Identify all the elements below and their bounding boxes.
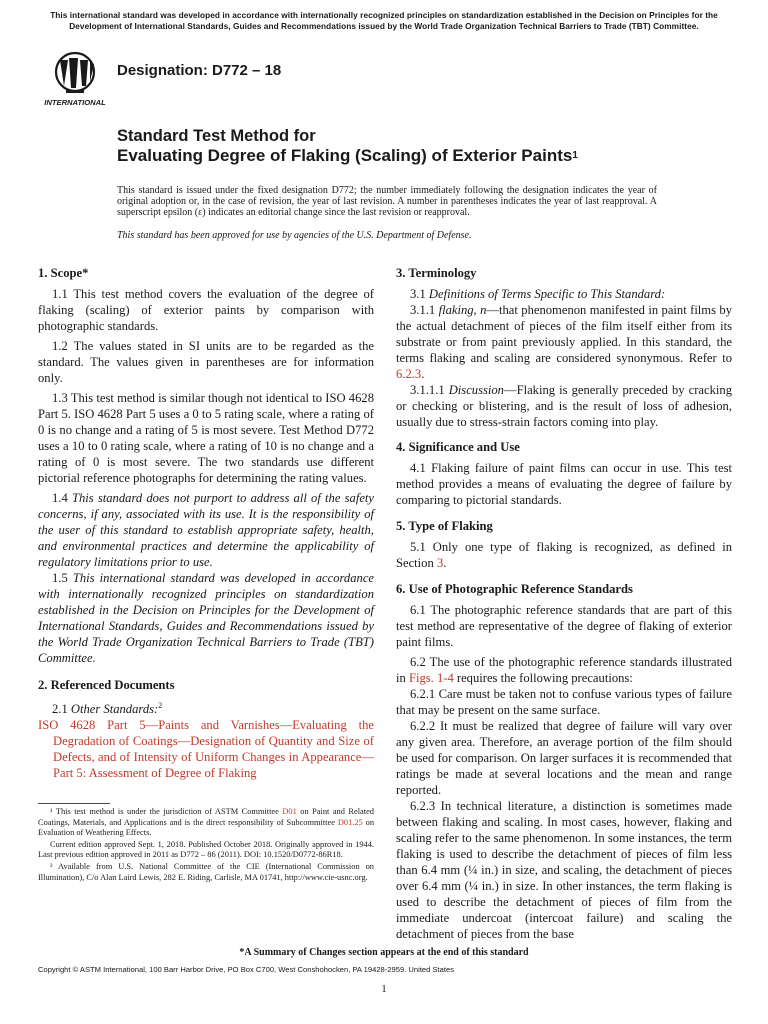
- photo-standards-heading: 6. Use of Photographic Reference Standards: [396, 582, 633, 596]
- para-3-1-1-1-text: —Flaking is generally preceded by cracking or checking or blistering, and is the result of loss of adhesion, usually due to stress-strain factors coming into play.: [396, 383, 733, 429]
- para-6-1: 6.1 The photographic reference standards that are part of this test method are representative of the degree of flaking of exterior paint films.: [396, 603, 732, 649]
- para-1-4-text: This standard does not purport to address all of the safety concerns, if any, associated with its use. It is the responsibility of the user of this standard to establish appropriate safety, health, and environmental practices and determine the applicability of regulatory limitations prior to use.: [38, 491, 374, 569]
- right-column: [396, 265, 732, 942]
- top-note: This international standard was developed in accordance with internationally recognized principles on standardization established in the Decision on Principles for the Development of International Standards, Guides and Recommendations issued by the World Trade Organization Technical Barriers to Trade (TBT) Committee.: [50, 10, 718, 31]
- para-3-1-1-num: 3.1.1: [410, 303, 439, 317]
- para-6-2-end: requires the following precautions:: [453, 671, 633, 685]
- para-6-2-text: 6.2 The use of the photographic reference standards illustrated in: [396, 655, 732, 685]
- link-6-2-3[interactable]: 6.2.3: [396, 367, 422, 381]
- approved-note: This standard has been approved for use by agencies of the U.S. Department of Defense.: [117, 230, 472, 241]
- para-1-5: [38, 570, 374, 666]
- designation: Designation: D772 – 18: [117, 62, 282, 79]
- link-section-3[interactable]: 3: [436, 556, 444, 570]
- para-5-1-text: 5.1 Only one type of flaking is recognized, as defined in Section: [396, 540, 732, 570]
- para-2-1-num: 2.1: [52, 702, 71, 717]
- para-4-1: 4.1 Flaking failure of paint films can occur in use. This test method provides a means of evaluating the degree of failure by comparing to pictorial standards.: [396, 461, 732, 507]
- summary-note: *A Summary of Changes section appears at the end of this standard: [239, 947, 529, 958]
- footnotes: [38, 807, 374, 884]
- footnote-1-text-c: on Evaluation of Weathering Effects.: [38, 817, 375, 838]
- iso-reference: [38, 717, 374, 781]
- title-line1: Standard Test Method for: [117, 127, 316, 145]
- para-3-1-text: Definitions of Terms Specific to This Standard:: [428, 287, 666, 301]
- title-line2: [117, 146, 578, 166]
- page-number: 1: [381, 983, 387, 995]
- para-3-1: [396, 286, 732, 302]
- para-1-4-num: 1.4: [52, 491, 72, 505]
- para-6-2-1: 6.2.1 Care must be taken not to confuse various types of failure that may be present on the same surface.: [396, 687, 732, 717]
- para-1-2: 1.2 The values stated in SI units are to be regarded as the standard. The values given in parentheses are for information only.: [38, 339, 374, 385]
- para-1-3: 1.3 This test method is similar though not identical to ISO 4628 Part 5. ISO 4628 Part 5 uses a 0 to 5 rating scale, where a rating of 0 is no change and a rating of 5 is most severe. Test Method D772 uses a 10 to 0 rating scale, where a rating of 10 is no change and a rating of 0 is most severe. The two standards use different pictorial reference photographs for determining the rating values.: [38, 391, 374, 485]
- term-discussion: Discussion: [448, 383, 504, 397]
- para-1-1: 1.1 This test method covers the evaluation of the degree of flaking (scaling) of exterior paints by comparison with photographic standards.: [38, 287, 374, 333]
- para-3-1-1: [396, 302, 732, 382]
- left-column: [38, 265, 374, 781]
- iso-link[interactable]: ISO 4628: [38, 718, 96, 733]
- footnote-2: ² Available from U.S. National Committee of the CIE (International Commission on Illumination), C/o Alan Laird Lewis, 282 E. Riding, Carlisle, MA 01741, http://www.cie-usnc.org.: [38, 861, 374, 882]
- para-2-1-text: Other Standards:: [70, 702, 159, 717]
- para-6-2-3: 6.2.3 In technical literature, a distinction is sometimes made between flaking and scaling. In most cases, however, flaking and scaling refer to the same phenomenon. In some instances, the term flaking is used to describe the detachment of pieces of film less than 6.4 mm (¼ in.) in size, and scaling, the detachment of pieces over 6.4 mm (¼ in.) in size. In other instances, the term flaking is used to describe the detachment of pieces of film from the immediate undercoat (intercoat failure) and scaling the detachment of pieces from the base: [396, 799, 732, 941]
- footnote-divider: [38, 803, 110, 804]
- para-1-5-num: 1.5: [52, 571, 73, 585]
- footnote-1-text-a: ¹ This test method is under the jurisdiction of ASTM Committee: [50, 807, 283, 816]
- para-2-1: [38, 698, 374, 717]
- footnote-1: [38, 807, 374, 839]
- footnote-1-text-b: on Paint and Related Coatings, Materials, and Applications and is the direct responsibility of Subcommittee: [38, 807, 374, 827]
- astm-logo: [38, 50, 112, 108]
- terminology-heading: 3. Terminology: [396, 266, 477, 280]
- copyright: Copyright © ASTM International, 100 Barr Harbor Drive, PO Box C700, West Conshohocken, PA 19428-2959. United States: [38, 965, 455, 974]
- para-5-1: [396, 539, 732, 571]
- issued-note: This standard is issued under the fixed designation D772; the number immediately following the designation indicates the year of original adoption or, in the case of revision, the year of last revision. A number in parentheses indicates the year of last reapproval. A superscript epsilon (ε) indicates an editorial change since the last revision or reapproval.: [117, 185, 657, 219]
- footnote-1-edition: Current edition approved Sept. 1, 2018. Published October 2018. Originally approved in 1944. Last previous edition approved in 2011 as D772 – 86 (2011). DOI: 10.1520/D0772-86R18.: [38, 839, 374, 860]
- para-2-1-footnote-mark[interactable]: 2: [158, 701, 163, 710]
- logo-subtitle: INTERNATIONAL: [44, 98, 106, 107]
- para-6-2: [396, 654, 732, 686]
- para-1-4: [38, 490, 374, 570]
- scope-heading: 1. Scope*: [38, 266, 89, 280]
- para-3-1-num: 3.1: [410, 287, 429, 301]
- para-3-1-1-1-num: 3.1.1.1: [410, 383, 449, 397]
- title-footnote-mark[interactable]: 1: [572, 150, 578, 161]
- iso-reference-text[interactable]: Part 5—Paints and Varnishes—Evaluating the Degradation of Coatings—Designation of Quantity and Size of Defects, and of Intensity of Uniform Changes in Appearance—Part 5: Assessment of Degree of Flaking: [53, 718, 374, 781]
- refdocs-heading: 2. Referenced Documents: [38, 678, 175, 692]
- link-figs-1-4[interactable]: Figs. 1-4: [408, 671, 454, 685]
- para-6-2-2: 6.2.2 It must be realized that degree of failure will vary over any given area. Therefore, an average portion of the film should be used for comparison. On larger surfaces it is recommended that ratings be made at several locations and the mean and range reported.: [396, 719, 732, 797]
- para-1-5-text: This international standard was developed in accordance with internationally recognized principles on standardization established in the Decision on Principles for the Development of International Standards, Guides and Recommendations issued by the World Trade Organization Technical Barriers to Trade (TBT) Committee.: [38, 571, 374, 665]
- title-text: Evaluating Degree of Flaking (Scaling) of Exterior Paints: [117, 146, 573, 165]
- para-3-1-1-end: .: [421, 367, 425, 381]
- link-d01[interactable]: D01: [282, 807, 297, 816]
- para-3-1-1-1: [396, 382, 732, 430]
- link-d01-25[interactable]: D01.25: [337, 817, 363, 827]
- para-3-1-1-text: —that phenomenon manifested in paint films by the actual detachment of pieces of the film itself either from its substrate or from paint previously applied. In this standard, the terms flaking and scaling are considered synonymous. Refer to: [396, 303, 732, 365]
- para-5-1-end: .: [443, 556, 447, 570]
- term-flaking: flaking, n: [438, 303, 487, 317]
- type-heading: 5. Type of Flaking: [396, 519, 493, 533]
- significance-heading: 4. Significance and Use: [396, 440, 520, 454]
